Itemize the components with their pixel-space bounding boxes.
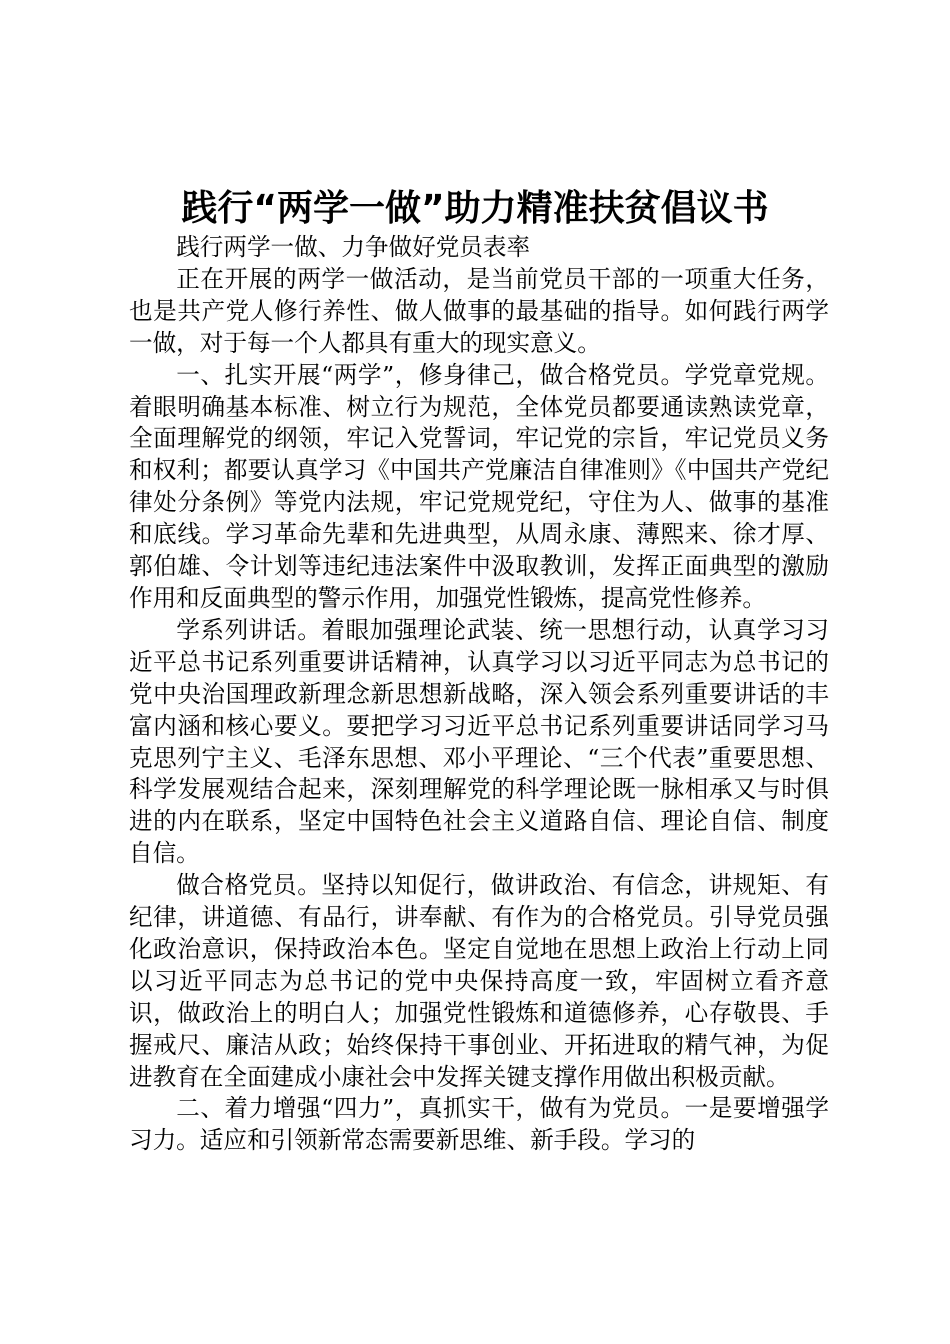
paragraph-intro: 正在开展的两学一做活动，是当前党员干部的一项重大任务，也是共产党人修行养性、做人做事的最基础的指导。如何践行两学一做，对于每一个人都具有重大的现实意义。 — [129, 264, 829, 357]
paragraph-qualified-member: 做合格党员。坚持以知促行，做讲政治、有信念，讲规矩、有纪律，讲道德、有品行，讲奉献、有作为的合格党员。引导党员强化政治意识，保持政治本色。坚定自觉地在思想上政治上行动上同以习近平同志为总书记的党中央保持高度一致，牢固树立看齐意识，做政治上的明白人；加强党性锻炼和道德修养，心存敬畏、手握戒尺、廉洁从政；始终保持干事创业、开拓进取的精气神，为促进教育在全面建成小康社会中发挥关键支撑作用做出积极贡献。 — [129, 871, 829, 1091]
paragraph-section-one: 一、扎实开展“两学”，修身律己，做合格党员。学党章党规。着眼明确基本标准、树立行为规范，全体党员都要通读熟读党章，全面理解党的纲领，牢记入党誓词，牢记党的宗旨，牢记党员义务和权利；都要认真学习《中国共产党廉洁自律准则》《中国共产党纪律处分条例》等党内法规，牢记党规党纪，守住为人、做事的基准和底线。学习革命先辈和先进典型，从周永康、薄熙来、徐才厚、郭伯雄、令计划等违纪违法案件中汲取教训，发挥正面典型的激励作用和反面典型的警示作用，加强党性锻炼，提高党性修养。 — [129, 360, 829, 612]
document-title: 践行“两学一做”助力精准扶贫倡议书 — [181, 188, 769, 229]
document-body — [129, 232, 829, 1157]
paragraph-speeches: 学系列讲话。着眼加强理论武装、统一思想行动，认真学习习近平总书记系列重要讲话精神，认真学习以习近平同志为总书记的党中央治国理政新理念新思想新战略，深入领会系列重要讲话的丰富内涵和核心要义。要把学习习近平总书记系列重要讲话同学习马克思列宁主义、毛泽东思想、邓小平理论、“三个代表”重要思想、科学发展观结合起来，深刻理解党的科学理论既一脉相承又与时俱进的内在联系，坚定中国特色社会主义道路自信、理论自信、制度自信。 — [129, 615, 829, 868]
paragraph-subtitle: 践行两学一做、力争做好党员表率 — [176, 233, 531, 261]
paragraph-section-two: 二、着力增强“四力”，真抓实干，做有为党员。一是要增强学习力。适应和引领新常态需要新思维、新手段。学习的 — [129, 1094, 829, 1155]
